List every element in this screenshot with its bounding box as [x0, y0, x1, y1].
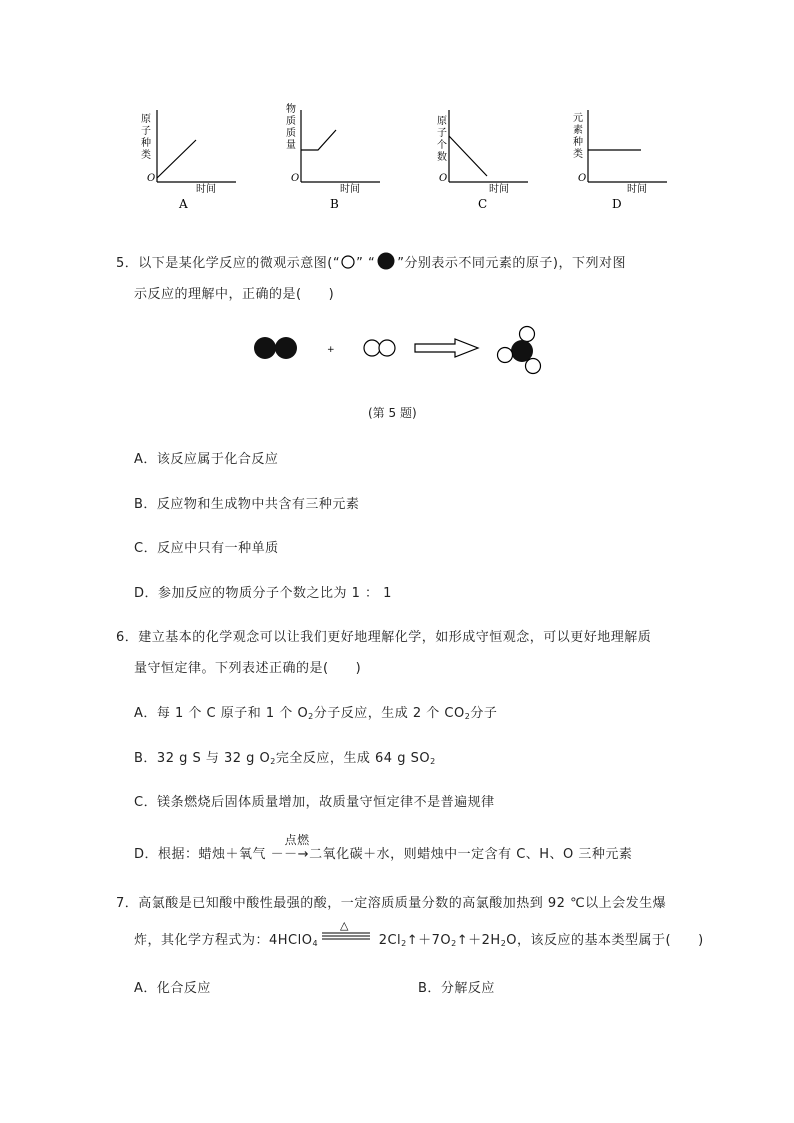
- svg-text:△: △: [340, 920, 350, 932]
- q6-stem-line1: 6．建立基本的化学观念可以让我们更好地理解化学，如形成守恒观念，可以更好地理解质: [116, 630, 652, 645]
- q7-option-a: A．化合反应: [134, 981, 211, 996]
- product-molecule: [498, 327, 541, 374]
- q7-stem-line1: 7．高氯酸是已知酸中酸性最强的酸，一定溶质质量分数的高氯酸加热到 92 ℃以上会发生爆: [116, 896, 667, 911]
- black-atom-icon: [375, 252, 397, 270]
- graph-c-xlabel: 时间: [489, 184, 509, 195]
- q5-stem-line2: 示反应的理解中，正确的是( ): [134, 287, 335, 302]
- q6-option-c: C．镁条燃烧后固体质量增加，故质量守恒定律不是普遍规律: [134, 795, 495, 810]
- graph-a-caption: A: [179, 197, 188, 211]
- graph-a-ylabel: 原子种类: [141, 114, 151, 161]
- graph-d-caption: D: [612, 197, 622, 211]
- reaction-arrow-icon: [415, 339, 478, 357]
- graph-a-xlabel: 时间: [196, 184, 216, 195]
- q6-option-b: B．32 g S 与 32 g $O_2$完全反应，生成 64 g $SO_2$: [134, 751, 436, 766]
- reaction-diagram: [240, 322, 560, 378]
- graph-c-origin: O: [439, 173, 448, 184]
- q5-option-a: A．该反应属于化合反应: [134, 452, 279, 467]
- q5-option-b: B．反应物和生成物中共含有三种元素: [134, 497, 360, 512]
- q7-option-b: B．分解反应: [418, 981, 495, 996]
- graph-c-caption: C: [478, 197, 488, 211]
- graph-a-origin: O: [147, 173, 156, 184]
- q6-stem-line2: 量守恒定律。下列表述正确的是( ): [134, 661, 362, 676]
- q5-stem-line1: 5．以下是某化学反应的微观示意图(“ ” “ ”分别表示不同元素的原子)，下列对图: [116, 252, 626, 271]
- heat-equals-sign: [318, 920, 374, 944]
- graph-d-origin: O: [578, 173, 587, 184]
- graph-a: [141, 110, 236, 211]
- reactant-black-molecule: [254, 337, 297, 359]
- q5-option-d: D．参加反应的物质分子个数之比为 1 ： 1: [134, 586, 392, 601]
- q5-option-c: C．反应中只有一种单质: [134, 541, 279, 556]
- graph-b-origin: O: [291, 173, 300, 184]
- graph-d-ylabel: 元素种类: [573, 113, 583, 160]
- ignite-arrow: 点燃 －－→: [270, 833, 310, 862]
- graph-d: [573, 110, 667, 211]
- q6-option-a: A．每 1 个 C 原子和 1 个 $O_2$分子反应，生成 2 个 $CO_2$分子: [134, 706, 498, 721]
- q5-figure-caption: (第 5 题): [368, 406, 417, 420]
- graph-b: [286, 102, 380, 211]
- graph-b-ylabel: 物质质量: [286, 104, 296, 151]
- q6-option-d: D．根据：蜡烛＋氧气 点燃 －－→二氧化碳＋水，则蜡烛中一定含有 C、H、O 三种元素: [134, 833, 633, 862]
- graph-b-xlabel: 时间: [340, 184, 360, 195]
- plus-sign: +: [327, 345, 335, 355]
- graph-c-ylabel: 原子个数: [437, 116, 447, 163]
- graph-c: [437, 110, 528, 211]
- q7-stem-line2: 炸，其化学方程式为：4HClO$_4$ △ $2Cl_2↑+7O_2↑+2H_2O$，该反应的基本类型属于( ): [134, 920, 704, 948]
- answer-graphs: [0, 0, 794, 230]
- graph-d-xlabel: 时间: [627, 184, 647, 195]
- white-atom-icon: [340, 255, 356, 269]
- graph-b-caption: B: [330, 197, 339, 211]
- reactant-white-molecule: [364, 340, 395, 356]
